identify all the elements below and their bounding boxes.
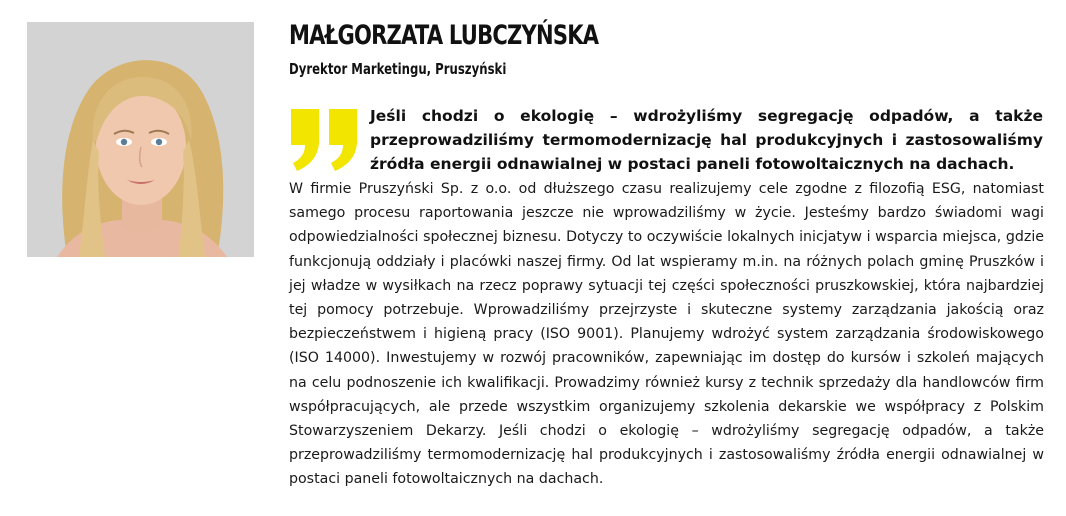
person-role: Dyrektor Marketingu, Pruszyński bbox=[289, 60, 507, 78]
quote-body: W firmie Pruszyński Sp. z o.o. od dłuższego czasu realizujemy cele zgodne z filozofią ESG, natomiast samego procesu raportowania jeszcze nie wprowadziliśmy w życie. Jesteśmy bardzo świadomi wagi odpowiedzialności społecznej biznesu. Dotyczy to oczywiście lokalnych inicjatyw i wsparcia miejsca, gdzie funkcjonują oddziały i placówki naszej firmy. Od lat wspieramy m.in. na różnych polach gminę Pruszków i jej władze w wysiłkach na rzecz poprawy sytuacji tej części społeczności pruszkowskiej, która najbardziej tej pomocy potrzebuje. Wprowadziliśmy przejrzyste i skuteczne systemy zarządzania jakością oraz bezpieczeństwem i higieną pracy (ISO 9001). Planujemy wdrożyć system zarządzania środowiskowego (ISO 14000). Inwestujemy w rozwój pracowników, zapewniając im dostęp do kursów i szkoleń mających na celu podnoszenie ich kwalifikacji. Prowadzimy również kursy z technik sprzedaży dla handlowców firm współpracujących, ale przede wszystkim organizujemy szkolenia dekarskie we współpracy z Polskim Stowarzyszeniem Dekarzy. Jeśli chodzi o ekologię – wdrożyliśmy segregację odpadów, a także przeprowadziliśmy termomodernizację hal produkcyjnych i zastosowaliśmy źródła energii odnawialnej w postaci paneli fotowoltaicznych na dachach. bbox=[289, 181, 1044, 488]
quote-lead: Jeśli chodzi o ekologię – wdrożyliśmy segregację odpadów, a także przeprowadziliśmy termomodernizację hal produkcyjnych i zastosowaliśmy źródła energii odnawialnej w postaci paneli fotowoltaicznych na dachach. bbox=[370, 107, 1043, 173]
portrait-photo bbox=[27, 22, 254, 257]
person-name: MAŁGORZATA LUBCZYŃSKA bbox=[289, 20, 599, 51]
closing-quote-icon bbox=[289, 107, 363, 171]
